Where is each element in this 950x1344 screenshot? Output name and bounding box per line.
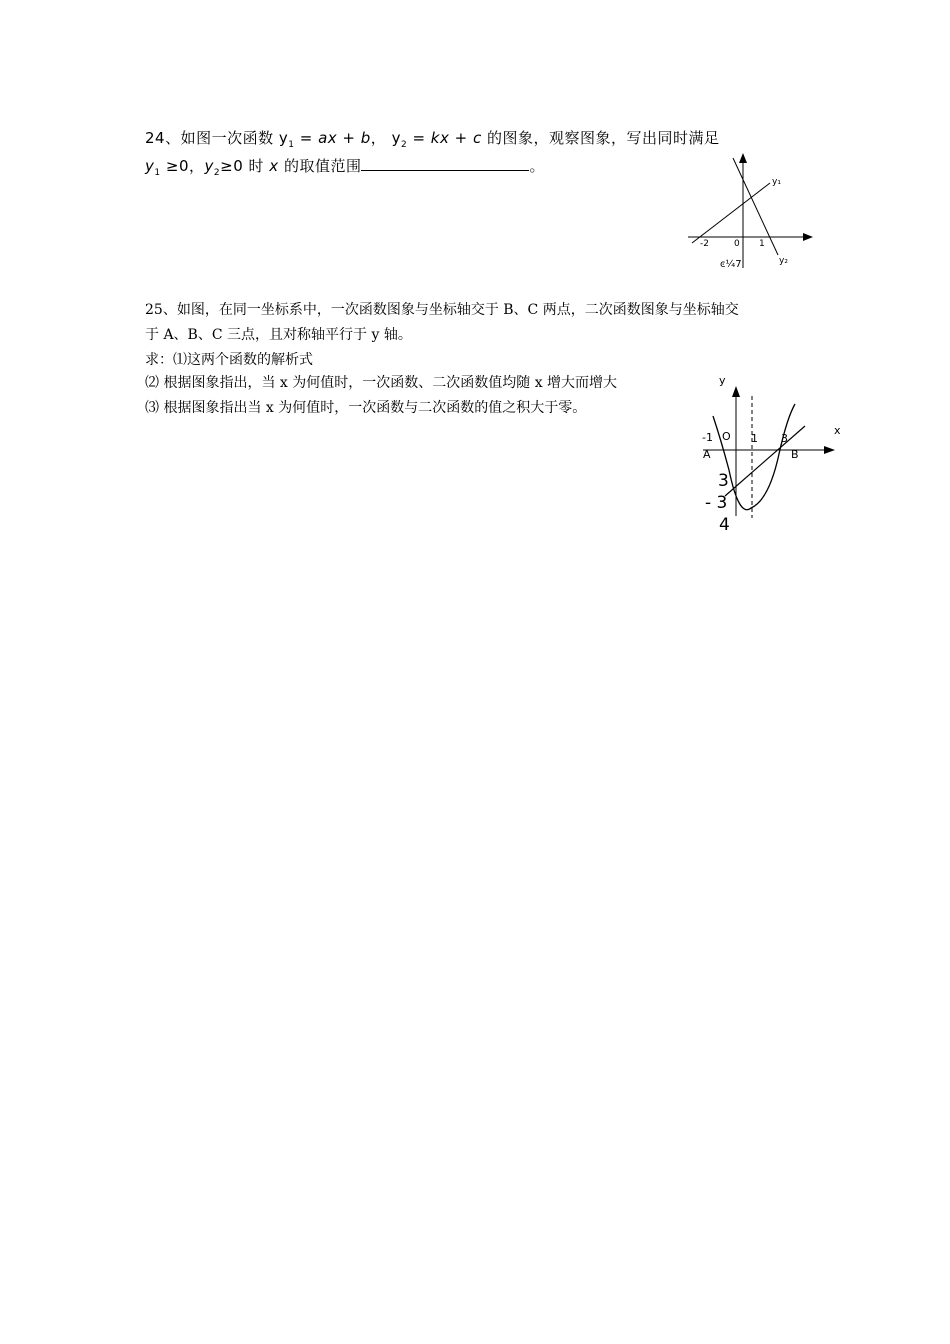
q24-label-y1: y₁ [772, 177, 781, 187]
q25-label-A: A [703, 448, 711, 461]
q24-prefix: 24、如图一次函数 y [145, 129, 289, 147]
q25-label-4: 4 [719, 515, 730, 535]
q24-sub-2: 2 [400, 140, 408, 150]
q25-label-3: 3 [781, 432, 788, 445]
q24-mid: ， y [370, 129, 401, 147]
q25-label-neg1: -1 [702, 431, 713, 444]
q24-tick-1: 1 [759, 239, 765, 249]
q24-line2-x: x [269, 157, 279, 175]
q25-label-B: B [791, 448, 799, 461]
q25-label-y: y [719, 374, 726, 387]
q24-line2-sub-1: 1 [154, 168, 161, 178]
q24-y-arrow [739, 153, 747, 163]
q24-line2-y2: y [204, 157, 214, 175]
q24-line-2 [145, 155, 545, 178]
q24-kx: kx [430, 129, 450, 147]
q25-line-4: ⑵ 根据图象指出，当 x 为何值时，一次函数、二次函数值均随 x 增大而增大 [145, 375, 618, 391]
q25-y-arrow [732, 386, 740, 397]
q24-label-y2: y₂ [779, 256, 788, 266]
q24-b: b [360, 129, 371, 147]
q24-plus-1: + [337, 129, 361, 147]
q25-x-arrow [824, 446, 835, 454]
answer-blank [361, 156, 529, 171]
q25-label-1: 1 [751, 432, 758, 445]
q24-line2-ge1: ≥0， [160, 157, 205, 175]
q24-plus-2: + [449, 129, 473, 147]
q25-label-x: x [834, 424, 841, 437]
q25-line-bc [725, 426, 805, 496]
q24-line2-text: 的取值范围 [278, 157, 362, 175]
q24-line2-y1: y [145, 157, 155, 175]
q24-tick-neg2: -2 [700, 239, 709, 249]
q24-suffix: 的图象，观察图象，写出同时满足 [481, 129, 720, 147]
q24-line2-sub-2: 2 [213, 168, 221, 178]
q25-label-O: O [722, 430, 731, 443]
q25-line-1: 25、如图，在同一坐标系中，一次函数图象与坐标轴交于 B、C 两点，二次函数图象与坐标轴交 [145, 302, 739, 318]
q24-line2-end: 。 [529, 157, 545, 175]
q24-c: c [472, 129, 482, 147]
q24-x-arrow [803, 233, 813, 241]
q25-figure [695, 368, 850, 538]
q24-tick-0: 0 [734, 239, 740, 249]
q24-line-1 [145, 127, 720, 150]
q25-line-5: ⑶ 根据图象指出当 x 为何值时，一次函数与二次函数的值之积大于零。 [145, 400, 587, 416]
q24-sub-1: 1 [288, 140, 295, 150]
q24-ax: ax [318, 129, 338, 147]
q25-label-neg3: - 3 [705, 493, 728, 513]
q24-eq-1: = [294, 129, 319, 147]
q25-line-2: 于 A、B、C 三点，且对称轴平行于 y 轴。 [145, 327, 412, 343]
q24-caption: ͼ¼7 [720, 259, 742, 270]
q25-line-3: 求：⑴这两个函数的解析式 [145, 352, 313, 368]
q24-line2-ge2: ≥0 时 [220, 157, 270, 175]
q24-eq-2: = [407, 129, 431, 147]
q25-label-3-axis: 3 [718, 471, 729, 491]
q24-figure [680, 148, 820, 273]
